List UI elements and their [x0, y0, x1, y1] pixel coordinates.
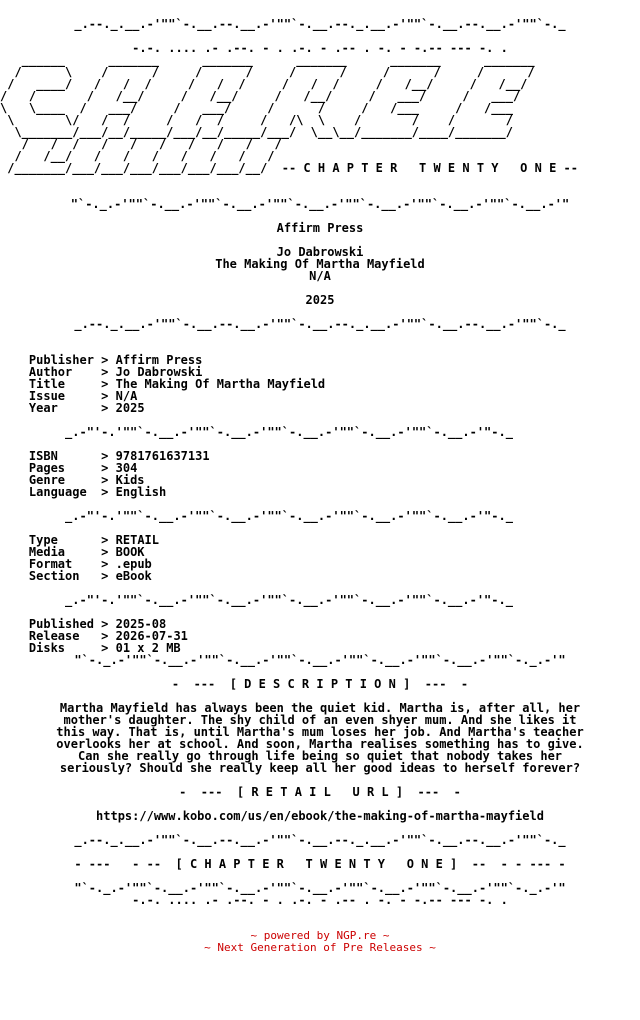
closing-banner: - --- - -- [ C H A P T E R T W E N T Y O N E ] -- - - --- - [74, 857, 566, 871]
field-value: Jo Dabrowski [115, 365, 203, 379]
field-separator: > [101, 461, 109, 475]
field-value: .epub [115, 557, 152, 571]
retail-url[interactable]: https://www.kobo.com/us/en/ebook/the-making-of-martha-mayfield [96, 809, 544, 823]
field-value: N/A [115, 389, 138, 403]
field-key: Release [28, 629, 80, 643]
field-separator: > [101, 557, 109, 571]
section-rule: _.--._.__.-'""`-.__.--.__.-'""`-.__.--._.__.-'""`-.__.--.__.-'""`-._ [74, 317, 566, 331]
summary-publisher: Affirm Press [276, 221, 364, 235]
field-key: Section [28, 569, 80, 583]
summary-author: Jo Dabrowski [276, 245, 364, 259]
field-key: Format [28, 557, 73, 571]
field-value: 2025 [115, 401, 145, 415]
nfo-document [0, 18, 640, 954]
field-value: BOOK [115, 545, 145, 559]
field-separator: > [101, 641, 109, 655]
field-value: 2026-07-31 [115, 629, 188, 643]
summary-year: 2025 [305, 293, 335, 307]
closing-rule: _.--._.__.-'""`-.__.--.__.-'""`-.__.--._.__.-'""`-.__.--.__.-'""`-._ [74, 833, 566, 847]
field-key: Disks [28, 641, 66, 655]
field-key: Genre [28, 473, 66, 487]
field-separator: > [101, 365, 109, 379]
field-value: 2025-08 [115, 617, 167, 631]
summary-issue: N/A [309, 269, 331, 283]
logo-line: \ \____ / ___/ / ___/ / / / /___ / /___ [0, 101, 513, 115]
field-value: English [115, 485, 167, 499]
field-value: The Making Of Martha Mayfield [115, 377, 326, 391]
morse-line: -.-. .... .- .--. - . .-. - .-- . -. - -.-- --- -. . [132, 41, 508, 55]
closing-morse: -.-. .... .- .--. - . .-. - .-- . -. - -.-- --- -. . [132, 893, 508, 907]
logo-chapter-line: /_______/___/___/___/___/___/___/__/ -- C H A P T E R T W E N T Y O N E -- [0, 161, 578, 175]
retail-heading: - --- [ R E T A I L U R L ] --- - [179, 785, 461, 799]
logo-line: / / / / / / / / / / [0, 137, 282, 151]
field-key: Type [28, 533, 58, 547]
sub-rule-text: _.-"'-.'""`-.__.-'""`-.__.-'""`-.__.-'""`-.__.-'""`-.__.-'"-._ [65, 509, 513, 523]
field-key: Issue [28, 389, 66, 403]
field-key: Language [28, 485, 87, 499]
field-separator: > [101, 401, 109, 415]
field-value: 01 x 2 MB [115, 641, 181, 655]
closing-bottom-rule: "`-._.-'""`-.__.-'""`-.__.-'""`-.__.-'""`-.__.-'""`-.__.-'""`-._.-'" [74, 881, 566, 895]
field-value: 304 [115, 461, 138, 475]
logo-line: / \ / / / / / / / / / / [0, 65, 535, 79]
spacer [0, 906, 640, 918]
field-separator: > [101, 377, 109, 391]
field-separator: > [101, 629, 109, 643]
field-value: eBook [115, 569, 152, 583]
field-separator: > [101, 617, 109, 631]
footer-tagline [0, 942, 640, 954]
sub-rule-text: _.-"'-.'""`-.__.-'""`-.__.-'""`-.__.-'""`-.__.-'""`-.__.-'"-._ [65, 425, 513, 439]
field-separator: > [101, 569, 109, 583]
field-value: Affirm Press [115, 353, 203, 367]
description-line: seriously? Should she really keep all her good ideas to herself forever? [59, 761, 581, 775]
details-close-rule: "`-._.-'""`-.__.-'""`-.__.-'""`-.__.-'""`-.__.-'""`-.__.-'""`-._.-'" [74, 653, 566, 667]
spacer [0, 330, 640, 342]
description-line: Can she really go through life being so quiet that nobody takes her [77, 749, 563, 763]
field-separator: > [101, 485, 109, 499]
field-key: Title [28, 377, 66, 391]
sub-rule [0, 594, 640, 606]
logo-line: \ \/ / / / / / / /\ \ / / / / [0, 113, 513, 127]
field-separator: > [101, 545, 109, 559]
field-value: Kids [115, 473, 145, 487]
description-heading: - --- [ D E S C R I P T I O N ] --- - [171, 677, 469, 691]
logo-line: ______ _______ _______ _______ _______ _______ [0, 53, 535, 67]
field-value: RETAIL [115, 533, 159, 547]
field-key: Media [28, 545, 66, 559]
field-key: Author [28, 365, 73, 379]
field-key: Publisher [28, 353, 94, 367]
summary-title: The Making Of Martha Mayfield [215, 257, 425, 271]
header-bottom-rule: "`-._.-'""`-.__.-'""`-.__.-'""`-.__.-'""`-.__.-'""`-.__.-'""`-.__.-'" [70, 197, 570, 211]
top-rule: _.--._.__.-'""`-.__.--.__.-'""`-.__.--._.__.-'""`-.__.--.__.-'""`-._ [74, 17, 566, 31]
field-year [0, 402, 640, 414]
logo-line: / ____/ / / / / / / / / / / /__/ / /__/ [0, 77, 528, 91]
field-key: Pages [28, 461, 66, 475]
field-key: ISBN [28, 449, 58, 463]
field-separator: > [101, 473, 109, 487]
field-separator: > [101, 449, 109, 463]
field-key: Year [28, 401, 58, 415]
logo-line: / /__/ / / / / / / / [0, 149, 275, 163]
tagline-link[interactable]: ~ Next Generation of Pre Releases ~ [204, 941, 436, 954]
description-line: Martha Mayfield has always been the quiet kid. Martha is, after all, her [59, 701, 581, 715]
field-language [0, 486, 640, 498]
field-separator: > [101, 353, 109, 367]
spacer [0, 174, 640, 186]
sub-rule [0, 510, 640, 522]
logo-line: / / / /__/ / /__/ / /__/ / ___/ / ___/ [0, 89, 521, 103]
description-line: this way. That is, until Martha's mum loses her job. And Martha's teacher [56, 725, 584, 739]
field-separator: > [101, 389, 109, 403]
powered-by-link[interactable]: ~ powered by NGP.re ~ [250, 929, 390, 942]
sub-rule-text: _.-"'-.'""`-.__.-'""`-.__.-'""`-.__.-'""`-.__.-'""`-.__.-'"-._ [65, 593, 513, 607]
field-key: Published [28, 617, 94, 631]
field-value: 9781761637131 [115, 449, 210, 463]
description-line: mother's daughter. The shy child of an even shyer mum. And she likes it [63, 713, 577, 727]
sub-rule [0, 426, 640, 438]
field-section [0, 570, 640, 582]
field-separator: > [101, 533, 109, 547]
description-line: overlooks her at school. And soon, Martha realises something has to give. [56, 737, 584, 751]
logo-line: \_______/___/__/_____/___/__/_____/___/ \__\__/_______/____/_______/ [0, 125, 513, 139]
